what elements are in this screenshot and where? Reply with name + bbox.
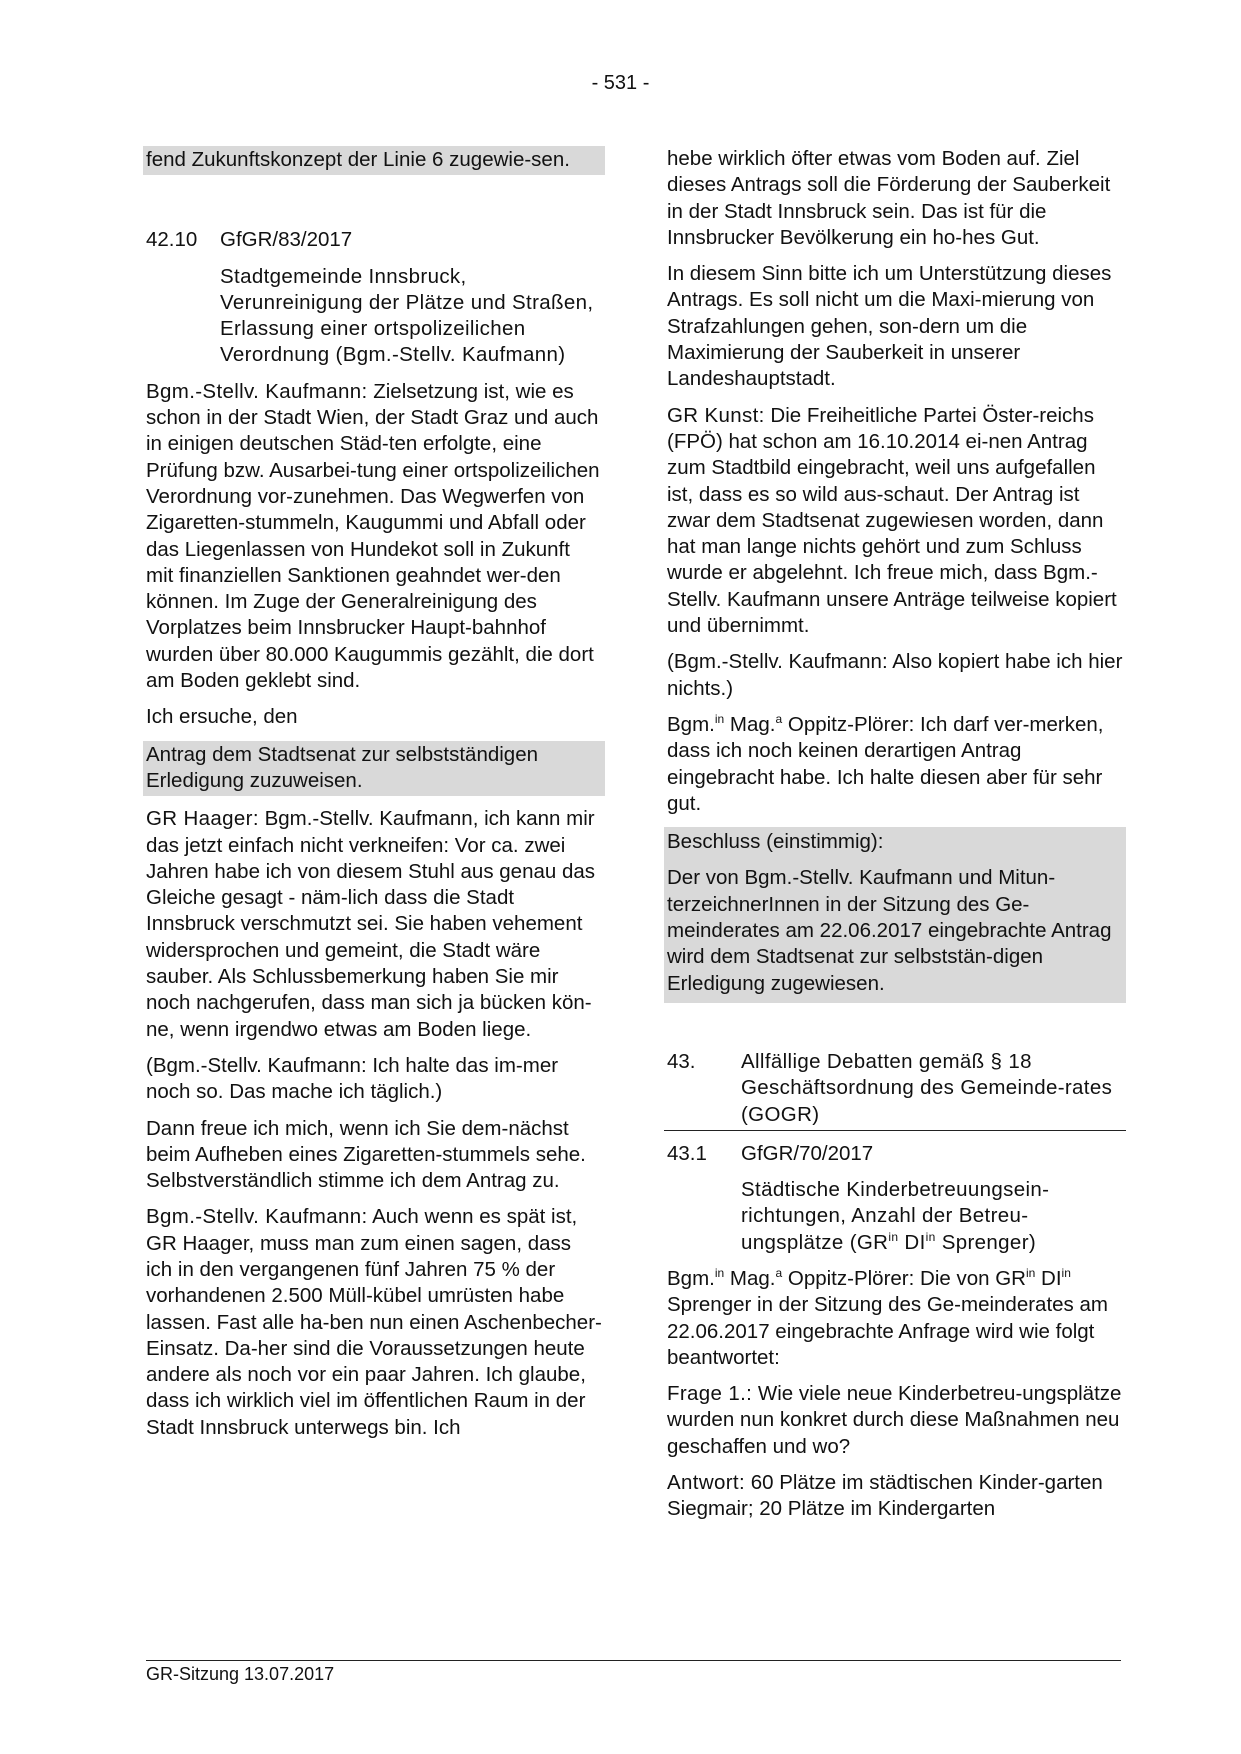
speech-text: Die Freiheitliche Partei Öster-reichs (FPÖ) hat schon am 16.10.2014 ei-nen Antrag zum Stadtbild eingebracht, weil uns aufgefallen ist, dass es so wild aus-schaut. Der Antrag ist zwar dem Stadtsenat zugewiesen worden, dann hat man lange nichts gehört und zum Schluss wurde er abgelehnt. Ich freue mich, dass Bgm.-Stellv. Kaufmann unsere Anträge teilweise kopiert und übernimmt. [667,403,1117,638]
superscript: in [925,1229,936,1244]
speaker: Oppitz-Plörer: [782,712,915,736]
speech-text: DI [1035,1266,1062,1290]
superscript: a [775,711,783,726]
superscript: a [775,1265,783,1280]
answer-label: Antwort: [667,1471,745,1495]
speaker: GR Kunst: [667,403,765,427]
item-reference: GfGR/83/2017 [220,228,353,252]
item-number: 43. [667,1049,696,1073]
paragraph-kaufmann-2 [146,1204,602,1441]
footer-divider [146,1660,1121,1661]
paragraph-support: In diesem Sinn bitte ich um Unterstützung dieses Antrags. Es soll nicht um die Maxi-mierung von Strafzahlungen gehen, son-dern um die Maximierung der Sauberkeit in unserer Landeshauptstadt. [667,262,1112,391]
superscript: in [1061,1265,1071,1280]
item-title: Stadtgemeinde Innsbruck, Verunreinigung der Plätze und Straßen, Erlassung einer ortspolizeilichen Verordnung (Bgm.-Stellv. Kaufmann) [220,264,594,367]
speaker: GR Haager: [146,807,259,831]
paragraph-interjection: (Bgm.-Stellv. Kaufmann: Also kopiert habe ich hier nichts.) [667,650,1123,700]
superscript: in [714,711,725,726]
speech-text: Ich darf ver-merken, dass ich noch keinen derartigen Antrag eingebracht habe. Ich halte diesen aber für sehr gut. [667,712,1104,815]
item-title: Allfällige Debatten gemäß § 18 Geschäftsordnung des Gemeinde-rates (GOGR) [741,1049,1113,1126]
speech-text: Bgm.-Stellv. Kaufmann, ich kann mir das jetzt einfach nicht verkneifen: Vor ca. zwei Jahren habe ich von diesem Stuhl aus genau das Gleiche gesagt - näm-lich dass die Stadt Innsbruck verschmutzt sei. Sie haben vehement widersprochen und gemeint, die Stadt wäre sauber. Als Schlussbemerkung haben Sie mir noch nachgerufen, dass man sich ja bücken kön-ne, wenn irgendwo etwas am Boden liege. [146,807,596,1041]
title-part: Städtische Kinderbetreuungsein-richtungen, Anzahl der Betreu-ungsplätze (GR [741,1178,1050,1254]
paragraph-continuation: fend Zukunftskonzept der Linie 6 zugewie-sen. [143,146,605,175]
item-number: 43.1 [667,1141,707,1165]
motion-text: Antrag dem Stadtsenat zur selbstständigen Erledigung zuzuweisen. [143,741,605,797]
speech-text: Zielsetzung ist, wie es schon in der Stadt Wien, der Stadt Graz und auch in einigen deutschen Städ-ten erfolgte, eine Prüfung bzw. Ausarbei-tung einer ortspolizeilichen Verordnung vor-zunehmen. Das Wegwerfen von Zigaretten-stummeln, Kaugummi und Abfall oder das Liegenlassen von Hundekot soll in Zukunft mit finanziellen Sanktionen geahndet wer-den können. Im Zuge der Generalreinigung des Vorplatzes beim Innsbrucker Haupt-bahnhof wurden über 80.000 Kaugummis gezählt, die dort am Boden geklebt sind. [146,379,600,693]
answer-text: 60 Plätze im städtischen Kinder-garten Siegmair; 20 Plätze im Kindergarten [667,1471,1103,1521]
question-label: Frage 1.: [667,1382,753,1406]
agenda-item-43-1 [667,1141,1123,1167]
resolution-text: Der von Bgm.-Stellv. Kaufmann und Mitun-terzeichnerInnen in der Sitzung des Ge-meinderates am 22.06.2017 eingebrachte Antrag wird dem Stadtsenat zur selbststän-digen Erledigung zugewiesen. [667,866,1112,995]
paragraph-oppitz-2 [667,1266,1123,1371]
paragraph-haager-reply: Dann freue ich mich, wenn ich Sie dem-nächst beim Aufheben eines Zigaretten-stummels sehe. Selbstverständlich stimme ich dem Antrag zu. [146,1116,586,1193]
page-number: - 531 - [591,72,650,94]
speaker: Bgm.-Stellv. Kaufmann: [146,379,368,403]
speaker-title: Mag. [724,712,776,736]
footer-text: GR-Sitzung 13.07.2017 [146,1664,335,1684]
resolution-box [664,827,1126,1003]
speaker-title: Mag. [724,1266,776,1290]
item-reference: GfGR/70/2017 [741,1141,874,1165]
agenda-item-42-10 [146,227,602,253]
paragraph-kunst [667,403,1123,640]
item-title [741,1177,1123,1256]
right-column [667,146,1123,1533]
superscript: in [1025,1265,1036,1280]
question-text: Wie viele neue Kinderbetreu-ungsplätze wurden nun konkret durch diese Maßnahmen neu geschaffen und wo? [667,1382,1122,1458]
item-number: 42.10 [146,228,198,252]
superscript: in [714,1265,725,1280]
paragraph-question-1 [667,1381,1123,1460]
paragraph-haager [146,806,602,1043]
left-column [146,146,602,1451]
title-part: DI [898,1230,926,1254]
speech-text: Auch wenn es spät ist, GR Haager, muss man zum einen sagen, dass ich in den vergangenen fünf Jahren 75 % der vorhandenen 2.500 Müll-kübel umrüsten habe lassen. Fast alle ha-ben nun einen Aschenbecher-Einsatz. Da-her sind die Voraussetzungen heute andere als noch vor ein paar Jahren. Ich glaube, dass ich wirklich viel im öffentlichen Raum in der Stadt Innsbruck unterwegs bin. Ich [146,1205,602,1439]
speech-text: Sprenger in der Sitzung des Ge-meinderates am 22.06.2017 eingebrachte Anfrage wird wie folgt beantwortet: [667,1293,1108,1369]
paragraph-kaufmann-1 [146,379,602,695]
paragraph-answer [667,1470,1123,1523]
paragraph-interjection: (Bgm.-Stellv. Kaufmann: Ich halte das im-mer noch so. Das mache ich täglich.) [146,1053,559,1104]
title-part: Sprenger) [935,1230,1037,1254]
speaker: Bgm.-Stellv. Kaufmann: [146,1205,368,1229]
resolution-title: Beschluss (einstimmig): [667,830,884,854]
speaker-title: Bgm. [667,1266,715,1290]
paragraph-oppitz-1 [667,712,1123,817]
speech-text: Die von GR [914,1266,1026,1290]
superscript: in [888,1229,899,1244]
paragraph-request: Ich ersuche, den [146,705,298,729]
speaker: Oppitz-Plörer: [782,1266,915,1290]
paragraph-continuation: hebe wirklich öfter etwas vom Boden auf. Ziel dieses Antrags soll die Förderung der Sauberkeit in der Stadt Innsbruck sein. Das ist für die Innsbrucker Bevölkerung ein ho-hes Gut. [667,147,1111,249]
agenda-item-43 [664,1049,1126,1131]
speaker-title: Bgm. [667,712,715,736]
